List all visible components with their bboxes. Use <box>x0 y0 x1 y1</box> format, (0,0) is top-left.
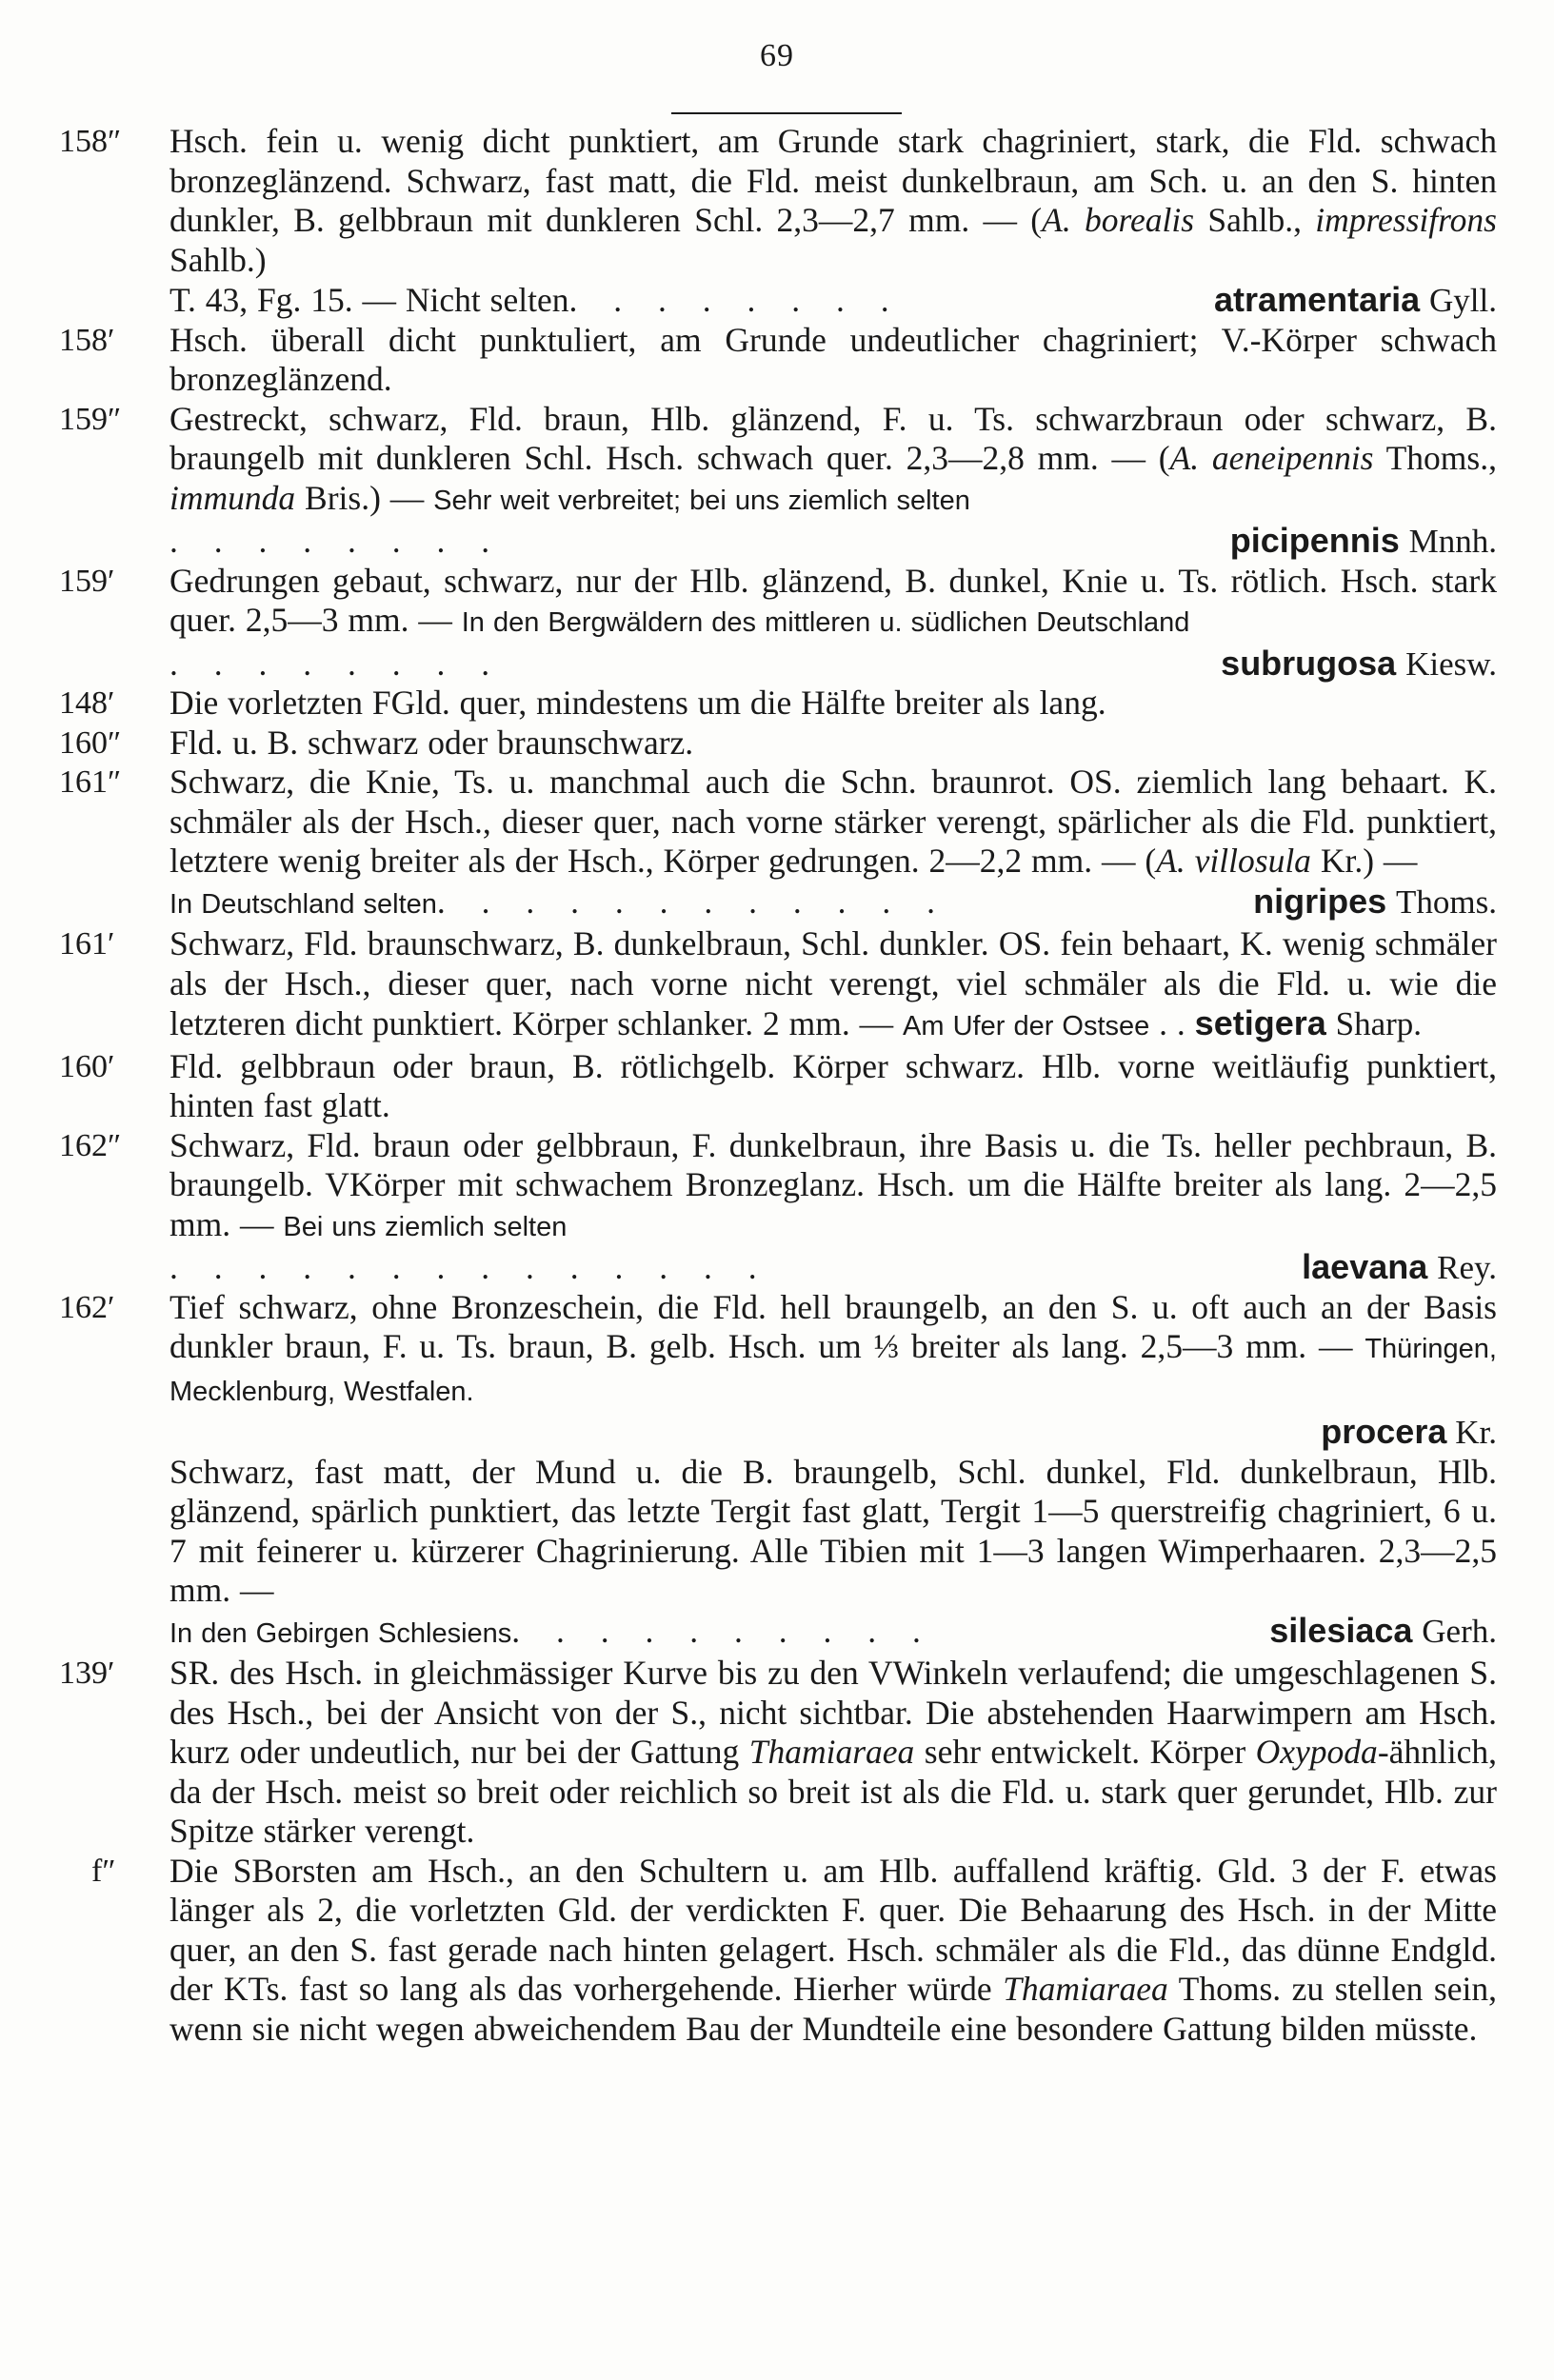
synonym-author: Bris.) — <box>295 478 434 517</box>
key-entry <box>0 400 1554 562</box>
entry-description: Die SBorsten am Hsch., an den Schultern u. am Hlb. auffallend kräftig. Gld. 3 der F. etwas länger als 2, die vorletzten Gld. der verdickten F. quer. Die Behaarung des Hsch. in der Mitte quer, an den S. fast gerade nach hinten gelagert. Hsch. schmäler als die Fld., das dünne Endgld. der KTs. fast so lang als das vorhergehende. Hierher würde <box>169 1851 1497 2008</box>
species-author: Sharp. <box>1335 1005 1423 1042</box>
species-author: Kiesw. <box>1405 645 1497 683</box>
species-name: nigripes <box>1253 881 1387 921</box>
couplet-number: 139′ <box>59 1656 115 1691</box>
key-entry <box>0 1126 1554 1288</box>
distribution-note: Am Ufer der Ostsee <box>903 1011 1150 1041</box>
entry-description: Schwarz, Fld. braunschwarz, B. dunkelbraun, Schl. dunkler. OS. fein behaart, K. wenig schmäler als der Hsch., dieser quer, nach vorne nicht verengt, viel schmäler als die Fld. u. wie die letzteren dicht punktiert. Körper schlanker. 2 mm. — <box>169 924 1497 1042</box>
leader-dots: . . <box>1159 1004 1185 1042</box>
leader-dots: . . . . . . . . . . . . . . <box>169 1248 770 1286</box>
distribution-note: Sehr weit verbreitet; bei uns ziemlich selten <box>433 485 970 516</box>
entry-description: Gestreckt, schwarz, Fld. braun, Hlb. glänzend, F. u. Ts. schwarzbraun oder schwarz, B. braungelb mit dunkleren Schl. Hsch. schwach quer. 2,3—2,8 mm. — ( <box>169 399 1497 477</box>
species-name: silesiaca <box>1269 1610 1413 1650</box>
species-name: subrugosa <box>1221 643 1397 683</box>
entry-text <box>169 122 1497 280</box>
species-name: atramentaria <box>1214 280 1421 319</box>
key-entry <box>0 1654 1554 1852</box>
species-author: Rey. <box>1437 1249 1497 1286</box>
species-line <box>169 1412 1497 1453</box>
key-entry <box>0 1852 1554 2050</box>
species-name: laevana <box>1302 1247 1428 1286</box>
distribution-note: Thüringen, Mecklenburg, Westfalen. <box>169 1334 1497 1407</box>
key-entry <box>0 763 1554 924</box>
couplet-number: 158′ <box>59 322 115 358</box>
genus-name: Thamiaraea <box>748 1733 915 1771</box>
species-line <box>169 882 1497 925</box>
distribution-note: In den Bergwäldern des mittleren u. südlichen Deutschland <box>461 607 1190 638</box>
entry-text <box>169 400 1497 522</box>
species-author: Kr. <box>1455 1414 1497 1451</box>
synonym-author: Sahlb., <box>1194 201 1316 239</box>
distribution-note: In Deutschland selten <box>169 888 437 920</box>
couplet-number: 162′ <box>59 1289 115 1325</box>
distribution-note: In den Gebirgen Schlesiens <box>169 1617 512 1649</box>
couplet-number: 160″ <box>59 724 122 761</box>
species-author: Thoms. <box>1396 883 1497 921</box>
key-entry <box>0 1047 1554 1126</box>
synonym: A. villosula <box>1156 842 1311 880</box>
couplet-number: 159′ <box>59 563 115 599</box>
synonym-author: Kr.) — <box>1310 842 1418 880</box>
couplet-number: 161″ <box>59 764 122 800</box>
couplet-number: 148′ <box>59 685 115 721</box>
synonym-author: Thoms., <box>1373 439 1497 477</box>
key-entry <box>0 122 1554 321</box>
genus-name: Oxypoda <box>1255 1733 1378 1771</box>
species-line <box>169 644 1497 684</box>
couplet-number: 158″ <box>59 124 122 159</box>
key-entry <box>0 1453 1554 1655</box>
synonym: A. aeneipennis <box>1169 439 1374 477</box>
figure-reference: T. 43, Fg. 15. — Nicht selten <box>169 281 569 319</box>
leader-dots: . . . . . . . . . . . . <box>436 882 949 921</box>
species-name: setigera <box>1194 1003 1326 1042</box>
species-line <box>169 280 1497 321</box>
synonym: A. borealis <box>1042 201 1195 239</box>
entry-text <box>169 763 1497 882</box>
entry-text <box>169 1654 1497 1852</box>
key-entry <box>0 684 1554 724</box>
entry-text <box>169 1288 1497 1413</box>
species-author: Gyll. <box>1429 282 1497 319</box>
entry-text <box>169 1126 1497 1248</box>
entry-description: Fld. u. B. schwarz oder braunschwarz. <box>169 723 694 762</box>
key-entry <box>0 924 1554 1047</box>
genus-name: Thamiaraea <box>1003 1970 1168 2008</box>
leader-dots: . . . . . . . . <box>169 522 504 560</box>
entry-description: -ähnlich, da der Hsch. meist so breit oder reichlich so breit ist als die Fld. u. stark quer gerundet, Hlb. zur Spitze stärker verengt. <box>169 1733 1497 1850</box>
species-name: procera <box>1321 1412 1447 1451</box>
leader-dots: . . . . . . . . <box>169 644 504 683</box>
species-line <box>169 1611 1497 1655</box>
entry-description: Schwarz, die Knie, Ts. u. manchmal auch die Schn. braunrot. OS. ziemlich lang behaart. K. schmäler als der Hsch., dieser quer, nach vorne stärker verengt, spärlicher als die Fld. punktiert, letztere wenig breiter als der Hsch., Körper gedrungen. 2—2,2 mm. — ( <box>169 763 1497 880</box>
synonym: impressifrons <box>1315 201 1497 239</box>
entry-description: SR. des Hsch. in gleichmässiger Kurve bis zu den VWinkeln verlaufend; die umgeschlagenen S. des Hsch., bei der Ansicht von der S., nicht sichtbar. Die abstehenden Haarwimpern am Hsch. kurz oder undeutlich, nur bei der Gattung <box>169 1654 1497 1771</box>
couplet-number: 159″ <box>59 401 122 437</box>
synonym: immunda <box>169 478 296 517</box>
entry-description: Schwarz, Fld. braun oder gelbbraun, F. dunkelbraun, ihre Basis u. die Ts. heller pechbraun, B. braungelb. VKörper mit schwachem Bronzeglanz. Hsch. um die Hälfte breiter als lang. 2—2,5 mm. — <box>169 1125 1497 1243</box>
species-line <box>169 1247 1497 1288</box>
leader-dots: . . . . . . . . <box>568 281 903 319</box>
synonym-author: Sahlb.) <box>169 240 267 279</box>
entry-description: Gedrungen gebaut, schwarz, nur der Hlb. glänzend, B. dunkel, Knie u. Ts. rötlich. Hsch. stark quer. 2,5—3 mm. — <box>169 561 1497 639</box>
species-name: picipennis <box>1229 521 1400 560</box>
couplet-number: 162″ <box>59 1127 122 1163</box>
entry-description: Tief schwarz, ohne Bronzeschein, die Fld. hell braungelb, an den S. u. oft auch an der Basis dunkler braun, F. u. Ts. braun, B. gelb. Hsch. um ⅓ breiter als lang. 2,5—3 mm. — <box>169 1287 1497 1365</box>
entry-text <box>169 924 1497 1047</box>
key-entry <box>0 321 1554 400</box>
key-entry <box>0 724 1554 764</box>
entry-text <box>169 1852 1497 2050</box>
entry-description: Schwarz, fast matt, der Mund u. die B. braungelb, Schl. dunkel, Fld. dunkelbraun, Hlb. glänzend, spärlich punktiert, das letzte Tergit fast glatt, Tergit 1—5 querstreifig chagriniert, 6 u. 7 mit feinerer u. kürzerer Chagrinierung. Alle Tibien mit 1—3 langen Wimperhaaren. 2,3—2,5 mm. — <box>169 1452 1497 1609</box>
entry-description: Thoms. zu stellen sein, wenn sie nicht wegen abweichendem Bau der Mundteile eine besondere Gattung bilden müsste. <box>169 1970 1497 2048</box>
couplet-number: 161′ <box>59 926 115 962</box>
key-entries <box>0 122 1554 2049</box>
distribution-note: Bei uns ziemlich selten <box>283 1211 568 1242</box>
key-entry <box>0 562 1554 684</box>
page-number: 69 <box>760 38 794 73</box>
couplet-number: f″ <box>91 1853 116 1889</box>
species-author: Gerh. <box>1422 1612 1497 1650</box>
header-rule <box>671 112 902 114</box>
entry-description: Hsch. überall dicht punktuliert, am Grunde undeutlicher chagriniert; V.-Körper schwach bronzeglänzend. <box>169 320 1497 398</box>
species-author: Mnnh. <box>1408 523 1497 560</box>
entry-description: Fld. gelbbraun oder braun, B. rötlichgelb. Körper schwarz. Hlb. vorne weitläufig punktiert, hinten fast glatt. <box>169 1046 1497 1124</box>
key-entry <box>0 1288 1554 1453</box>
entry-description: Die vorletzten FGld. quer, mindestens um die Hälfte breiter als lang. <box>169 684 1106 722</box>
couplet-number: 160′ <box>59 1048 115 1084</box>
species-line <box>169 521 1497 562</box>
entry-text <box>169 562 1497 644</box>
entry-description: sehr entwickelt. Körper <box>914 1733 1256 1771</box>
entry-description: Hsch. fein u. wenig dicht punktiert, am Grunde stark chagriniert, stark, die Fld. schwach bronzeglänzend. Schwarz, fast matt, die Fld. meist dunkelbraun, am Sch. u. an den S. hinten dunkler, B. gelbbraun mit dunkleren Schl. 2,3—2,7 mm. — ( <box>169 122 1497 239</box>
leader-dots: . . . . . . . . . . <box>511 1611 934 1650</box>
